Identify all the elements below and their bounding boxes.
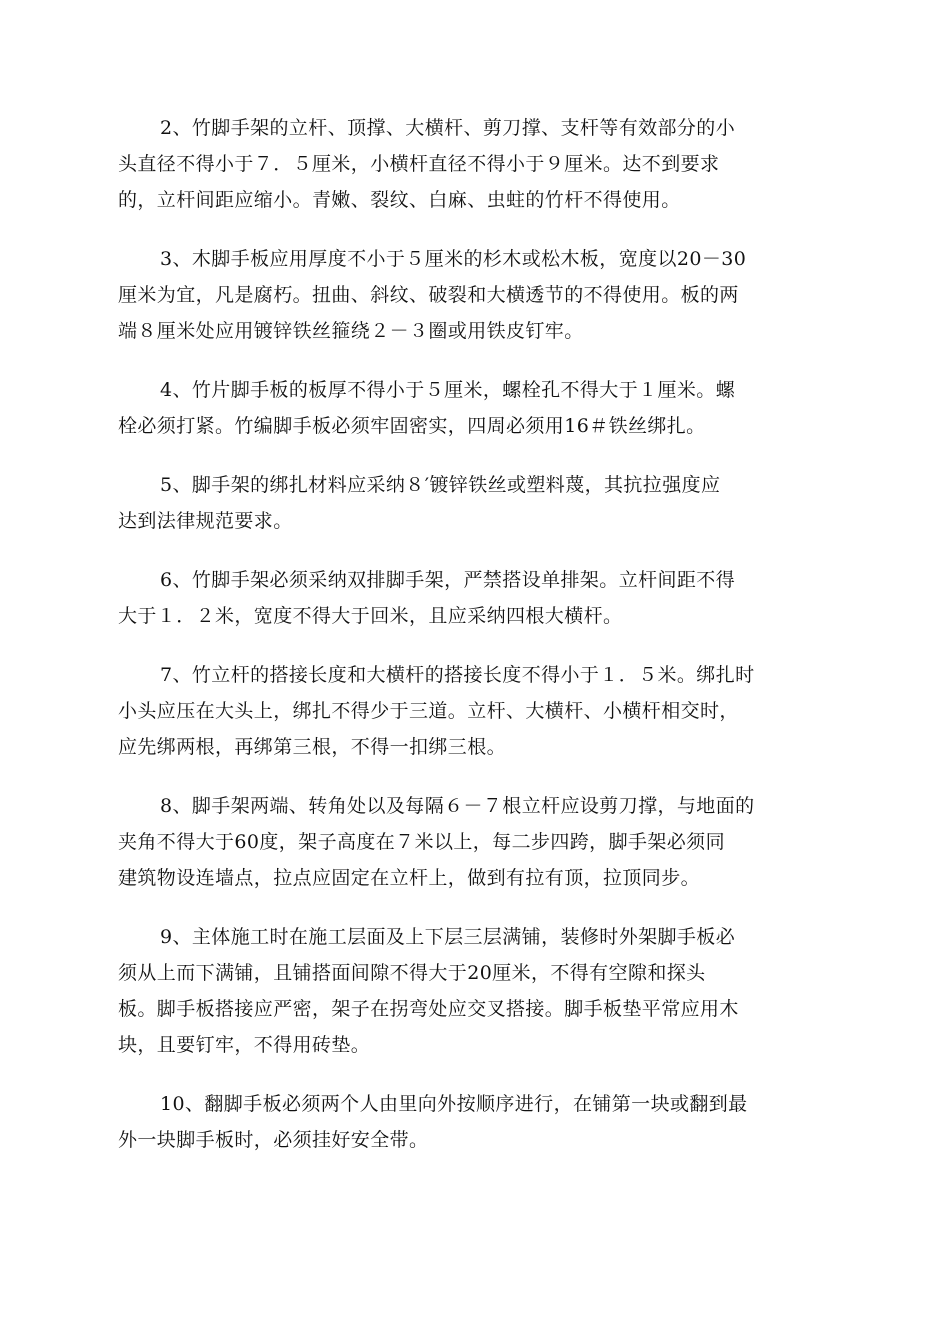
paragraph-line: 夹角不得大于60度，架子高度在７米以上，每二步四跨，脚手架必须同 xyxy=(118,831,725,853)
paragraph-line: 5、脚手架的绑扎材料应采纳８′镀锌铁丝或塑料蔑，其抗拉强度应 xyxy=(160,474,721,496)
paragraph-line: 8、脚手架两端、转角处以及每隔６－７根立杆应设剪刀撑，与地面的 xyxy=(160,795,755,817)
paragraph-item-10 xyxy=(118,1086,834,1158)
paragraph-item-4 xyxy=(118,372,834,444)
paragraph-line: 建筑物设连墙点，拉点应固定在立杆上，做到有拉有顶，拉顶同步。 xyxy=(118,867,701,889)
paragraph-item-6 xyxy=(118,562,834,634)
paragraph-item-8 xyxy=(118,788,834,896)
paragraph-line: 达到法律规范要求。 xyxy=(118,510,293,532)
paragraph-line: 3、木脚手板应用厚度不小于５厘米的杉木或松木板，宽度以20－30 xyxy=(160,248,747,270)
paragraph-line: 应先绑两根，再绑第三根，不得一扣绑三根。 xyxy=(118,736,507,758)
paragraph-line: 7、竹立杆的搭接长度和大横杆的搭接长度不得小于１．５米。绑扎时 xyxy=(160,664,755,686)
paragraph-line: 端８厘米处应用镀锌铁丝箍绕２－３圈或用铁皮钉牢。 xyxy=(118,320,584,342)
paragraph-item-7 xyxy=(118,657,834,765)
paragraph-line: 大于１．２米，宽度不得大于回米，且应采纳四根大横杆。 xyxy=(118,605,623,627)
paragraph-line: 块，且要钉牢，不得用砖垫。 xyxy=(118,1034,371,1056)
paragraph-line: 4、竹片脚手板的板厚不得小于５厘米，螺栓孔不得大于１厘米。螺 xyxy=(160,379,736,401)
paragraph-line: 栓必须打紧。竹编脚手板必须牢固密实，四周必须用16＃铁丝绑扎。 xyxy=(118,415,706,437)
paragraph-line: 9、主体施工时在施工层面及上下层三层满铺，装修时外架脚手板必 xyxy=(160,926,736,948)
document-body xyxy=(118,110,834,1181)
paragraph-line: 的，立杆间距应缩小。青嫩、裂纹、白麻、虫蛀的竹杆不得使用。 xyxy=(118,189,681,211)
paragraph-item-3 xyxy=(118,241,834,349)
paragraph-line: 外一块脚手板时，必须挂好安全带。 xyxy=(118,1129,429,1151)
paragraph-line: 6、竹脚手架必须采纳双排脚手架，严禁搭设单排架。立杆间距不得 xyxy=(160,569,736,591)
paragraph-item-5 xyxy=(118,467,834,539)
paragraph-line: 头直径不得小于７．５厘米，小横杆直径不得小于９厘米。达不到要求 xyxy=(118,153,720,175)
paragraph-line: 板。脚手板搭接应严密，架子在拐弯处应交叉搭接。脚手板垫平常应用木 xyxy=(118,998,739,1020)
paragraph-item-2 xyxy=(118,110,834,218)
paragraph-line: 小头应压在大头上，绑扎不得少于三道。立杆、大横杆、小横杆相交时， xyxy=(118,700,739,722)
paragraph-line: 厘米为宜，凡是腐朽。扭曲、斜纹、破裂和大横透节的不得使用。板的两 xyxy=(118,284,739,306)
paragraph-line: 须从上而下满铺，且铺搭面间隙不得大于20厘米，不得有空隙和探头 xyxy=(118,962,706,984)
paragraph-line: 2、竹脚手架的立杆、顶撑、大横杆、剪刀撑、支杆等有效部分的小 xyxy=(160,117,736,139)
paragraph-line: 10、翻脚手板必须两个人由里向外按顺序进行，在铺第一块或翻到最 xyxy=(160,1093,748,1115)
paragraph-item-9 xyxy=(118,919,834,1063)
